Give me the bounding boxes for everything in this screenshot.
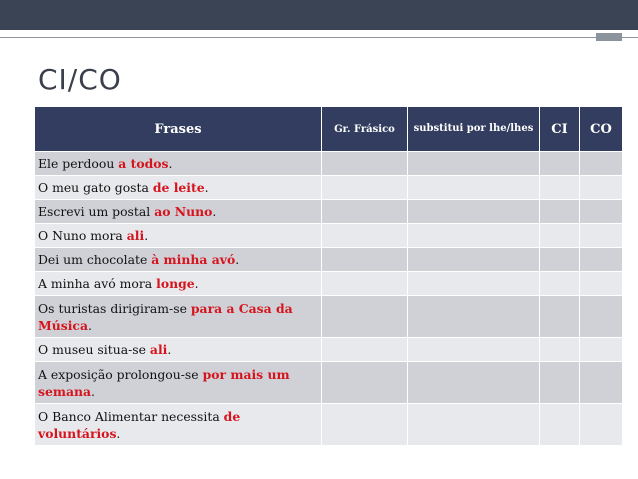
co-cell[interactable] [580,272,623,296]
table-header-row [35,107,623,152]
substitui-cell[interactable] [408,152,540,176]
co-cell[interactable] [580,248,623,272]
gr-frasico-cell[interactable] [322,404,408,446]
highlighted-complement: para a Casa da Música [38,300,293,333]
co-cell[interactable] [580,176,623,200]
co-cell[interactable] [580,296,623,338]
table-row [35,362,623,404]
highlighted-complement: de leite [152,180,205,195]
ci-cell[interactable] [540,404,580,446]
sentence-text: Escrevi um postal [38,204,155,219]
slide-title: CI/CO [38,63,122,96]
top-decor-bar [0,0,638,30]
substitui-cell[interactable] [408,224,540,248]
table-row [35,152,623,176]
header-co: CO [580,107,623,152]
sentence-text: Ele perdoou [38,156,119,171]
co-cell[interactable] [580,200,623,224]
sentence-cell [35,224,322,248]
sentence-end: . [194,276,199,291]
header-frases: Frases [35,107,322,152]
sentence-end: . [144,228,149,243]
co-cell[interactable] [580,224,623,248]
highlighted-complement: ali [149,342,168,357]
co-cell[interactable] [580,152,623,176]
substitui-cell[interactable] [408,248,540,272]
sentence-end: . [91,383,95,399]
highlighted-complement: a todos [118,156,169,171]
gr-frasico-cell[interactable] [322,248,408,272]
ci-cell[interactable] [540,338,580,362]
ci-cell[interactable] [540,176,580,200]
gr-frasico-cell[interactable] [322,338,408,362]
header-substitui: substitui por lhe/lhes [408,107,540,152]
gr-frasico-cell[interactable] [322,296,408,338]
ci-cell[interactable] [540,224,580,248]
sentence-text: Os turistas dirigiram-se [38,300,191,316]
sentence-end: . [167,342,172,357]
table-row [35,176,623,200]
sentence-end: . [168,156,173,171]
ci-cell[interactable] [540,248,580,272]
substitui-cell[interactable] [408,404,540,446]
substitui-cell[interactable] [408,176,540,200]
sentence-cell [35,338,322,362]
substitui-cell[interactable] [408,362,540,404]
gr-frasico-cell[interactable] [322,272,408,296]
table-row [35,338,623,362]
highlighted-complement: longe [156,276,195,291]
sentence-text: Dei um chocolate [38,252,152,267]
highlighted-complement: à minha avó [151,252,236,267]
gr-frasico-cell[interactable] [322,362,408,404]
sentence-end: . [116,425,121,441]
header-gr-frasico: Gr. Frásico [322,107,408,152]
table-row [35,248,623,272]
sentence-cell [35,152,322,176]
accent-line [0,37,638,38]
sentence-text: A exposição prolongou-se [38,366,203,382]
substitui-cell[interactable] [408,338,540,362]
highlighted-complement: de voluntários [38,408,241,441]
substitui-cell[interactable] [408,200,540,224]
substitui-cell[interactable] [408,296,540,338]
highlighted-complement: ali [126,228,145,243]
substitui-cell[interactable] [408,272,540,296]
table-row [35,272,623,296]
table-row [35,224,623,248]
accent-block [596,33,622,41]
sentence-text: O Nuno mora [38,228,127,243]
sentence-cell [35,200,322,224]
ci-co-table [34,106,623,446]
sentence-cell [35,248,322,272]
sentence-text: O meu gato gosta [38,180,153,195]
sentence-cell [35,176,322,200]
sentence-end: . [235,252,240,267]
table-row [35,200,623,224]
sentence-text: A minha avó mora [38,276,157,291]
sentence-text: O Banco Alimentar necessita [38,408,224,424]
table-row [35,404,623,446]
ci-cell[interactable] [540,200,580,224]
co-cell[interactable] [580,338,623,362]
sentence-cell [35,272,322,296]
sentence-cell [35,404,322,446]
sentence-end: . [212,204,217,219]
gr-frasico-cell[interactable] [322,200,408,224]
gr-frasico-cell[interactable] [322,176,408,200]
sentence-end: . [204,180,209,195]
gr-frasico-cell[interactable] [322,224,408,248]
table-row [35,296,623,338]
highlighted-complement: por mais um semana [38,366,290,399]
ci-cell[interactable] [540,152,580,176]
header-ci: CI [540,107,580,152]
co-cell[interactable] [580,362,623,404]
highlighted-complement: ao Nuno [154,204,213,219]
co-cell[interactable] [580,404,623,446]
gr-frasico-cell[interactable] [322,152,408,176]
ci-cell[interactable] [540,272,580,296]
sentence-end: . [87,317,92,333]
sentence-cell [35,296,322,338]
sentence-cell [35,362,322,404]
ci-cell[interactable] [540,296,580,338]
ci-cell[interactable] [540,362,580,404]
sentence-text: O museu situa-se [38,342,150,357]
